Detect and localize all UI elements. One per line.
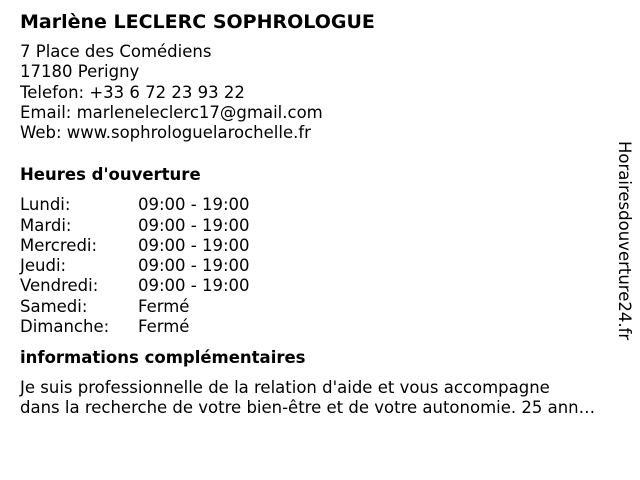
address-line-1: 7 Place des Comédiens xyxy=(20,42,212,61)
info-heading: informations complémentaires xyxy=(20,347,306,367)
hours-row-samedi xyxy=(20,297,620,317)
site-watermark xyxy=(612,136,636,346)
time-value: 09:00 - 19:00 xyxy=(138,276,250,296)
day-label: Mercredi: xyxy=(20,235,98,255)
time-value: Fermé xyxy=(138,316,190,336)
hours-row-mercredi xyxy=(20,236,620,256)
time-value: Fermé xyxy=(138,296,190,316)
day-label: Lundi: xyxy=(20,195,71,215)
address-line-2: 17180 Perigny xyxy=(20,62,140,82)
business-name: Marlène LECLERC SOPHROLOGUE xyxy=(20,11,375,33)
day-label: Jeudi: xyxy=(20,256,67,276)
hours-row-lundi xyxy=(20,195,620,215)
hours-row-dimanche xyxy=(20,317,620,337)
contact-block xyxy=(20,42,620,143)
business-card xyxy=(20,10,620,419)
info-description xyxy=(20,378,630,419)
day-label: Mardi: xyxy=(20,215,72,235)
time-value: 09:00 - 19:00 xyxy=(138,215,250,235)
email-line: Email: marleneleclerc17@gmail.com xyxy=(20,102,323,122)
time-value: 09:00 - 19:00 xyxy=(138,195,250,215)
hours-row-vendredi xyxy=(20,276,620,296)
watermark-text: Horairesdouverture24.fr xyxy=(615,141,634,341)
day-label: Vendredi: xyxy=(20,276,99,296)
info-line-1: Je suis professionnelle de la relation d'aide et vous accompagne xyxy=(20,377,550,397)
hours-row-jeudi xyxy=(20,256,620,276)
time-value: 09:00 - 19:00 xyxy=(138,235,250,255)
info-line-2: dans la recherche de votre bien-être et de votre autonomie. 25 ann… xyxy=(20,398,596,418)
day-label: Samedi: xyxy=(20,296,88,316)
phone-line: Telefon: +33 6 72 23 93 22 xyxy=(20,82,245,102)
hours-table xyxy=(20,195,620,336)
hours-heading: Heures d'ouverture xyxy=(20,165,201,185)
day-label: Dimanche: xyxy=(20,316,110,336)
hours-row-mardi xyxy=(20,216,620,236)
web-line: Web: www.sophrologuelarochelle.fr xyxy=(20,123,311,143)
time-value: 09:00 - 19:00 xyxy=(138,256,250,276)
